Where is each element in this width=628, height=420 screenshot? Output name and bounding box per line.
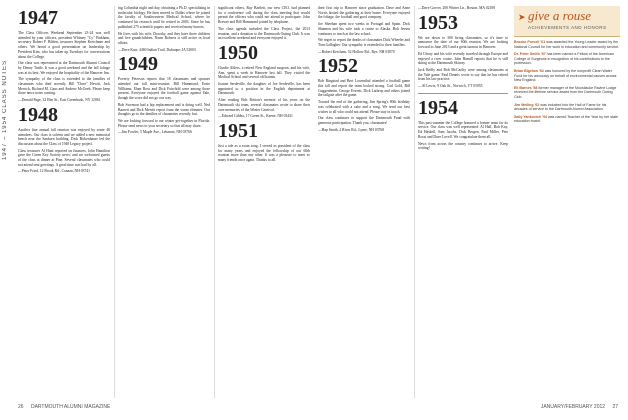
spine (0, 0, 14, 420)
footer-right (418, 404, 618, 416)
note-paragraph: Bob Swenson had a hip replacement and is doing well. Ned Barnett and Dick Merritt report from the warm climates. Our thoughts go to the families of classmates recently lost. (118, 102, 210, 117)
honor-item (514, 52, 620, 66)
note-signature: —Dave Kurr, 4460 Indian Trail, Dubuque, IA 52003 (118, 47, 196, 52)
note-paragraph: We are looking forward to our winter get-together in Florida. Please send news to your secretary so that all may share. (118, 118, 210, 128)
note-paragraph: Jack Reilly and Bob McCarthy were among classmates at the Yale game. Paul Dennis wrote to say that he has retired from his law practice. (418, 67, 508, 82)
honoree-name: Brian Bigelow '92 (514, 68, 544, 73)
year-heading: 1951 (218, 119, 258, 142)
note-signature: —Dave Grover, 200 Winter Ln., Boston, MA 02108 (418, 6, 495, 10)
note-paragraph: News from across the country continues to arrive. Keep writing! (418, 141, 508, 151)
honor-text: was named Teacher of the Year by her state education board. (514, 114, 619, 124)
column-5 (418, 6, 508, 398)
sidebar-subtitle: ACHIEVEMENTS AND HONORS (528, 25, 607, 30)
year-heading: 1954 (418, 96, 458, 119)
sidebar-title: give a rouse (528, 8, 592, 23)
honoree-name: Dr. Peter Smith '87 (514, 52, 546, 57)
note-paragraph: Our class continues to support the Dartmouth Fund with generous participation. Thank you, classmates! (318, 116, 410, 125)
note-paragraph: We are down to 300 living classmates, so it's time to announce the date of our 60th reunion. We are looking forward to June 2013 and a great turnout in Hanover. (418, 35, 508, 50)
note-signature: —Al Lewis, 9 Oak St., Norwich, VT 05055 (418, 84, 483, 89)
year-heading: 1950 (218, 41, 258, 64)
give-a-rouse-header (514, 6, 620, 37)
year-heading: 1952 (318, 55, 358, 78)
honor-item (514, 86, 620, 100)
note-paragraph: significant others, Ray Bartlett, our new CEO, had planned for a conference call during the class meeting that would permit the officers who could not attend to participate. John Brewer and Bill Hammond joined by telephone. (218, 6, 310, 25)
page-number: 26 (18, 404, 24, 410)
note-paragraph: Our class was represented at the Dartmouth Alumni Council by Denny Tuttle. It was a good weekend and the fall foliage was at its best. We enjoyed the hospitality of the Hanover Inn. (18, 61, 110, 75)
note-paragraph: Toward the end of the gathering, Jim Spring's 80th birthday was celebrated with a cake and a song. We send our best wishes to all who could not attend. Please stay in touch. (318, 100, 410, 114)
note-paragraph: their first trip to Hanover since graduation. Dave and Anne Norris hosted the gathering at their home. Everyone enjoyed the foliage, the football and good company. (318, 6, 410, 20)
honor-text: has been named a Fellow of the American College of Surgeons in recognition of his contributions to the profession. (514, 52, 614, 66)
note-signature: —Peter Fried, 12 Brook Rd., Canaan, NH 03741 (18, 169, 90, 174)
column-2 (118, 6, 210, 398)
footer-left (18, 404, 318, 416)
note-paragraph: Poverty Peterson reports that 18 classmates and spouses attended our fall mini-reunion. Bill Hammond, Ernie Williams, Eben Ross and Dick Fairchild were among those present. Everyone enjoyed the football game against Yale, though the score did not go our way. (118, 77, 210, 101)
honor-text: was awarded the Young Leader award by the National Council for her work in education and community service. (514, 40, 620, 49)
note-paragraph: Just a tale as a swan song. I served as president of the class for many years and enjoyed the fellowship of our 60th reunion more than any other. It was a pleasure to meet so many friends once again. Thanks to all. (218, 143, 310, 163)
note-signature: —Jim Fowler, 5 Maple Ave., Lebanon, NH 03766 (118, 130, 192, 135)
section-rule (418, 93, 508, 94)
column-1 (18, 6, 110, 398)
honor-text: was inducted into the Hall of Fame for his decades of service to the Dartmouth Alumni Association. (514, 102, 607, 112)
note-paragraph: Charlie Ahlers, a retired New England surgeon, and his wife, Ann, spent a week in Hanover last fall. They visited the Medical School and several old haunts. (218, 65, 310, 80)
note-paragraph: Another fine annual fall reunion was enjoyed by some 40 attendees. Our class is solvent and we added a new memorial bench near the Sanborn building. Dick Birkenhauer led the discussion about the Class of 1948 Legacy project. (18, 127, 110, 146)
honor-item (514, 115, 620, 124)
page-number: 27 (612, 404, 618, 410)
note-paragraph: He lives with his wife, Dorothy, and they have three children and five grandchildren. Norm Roberts is still active in local affairs. (118, 31, 210, 45)
honor-item (514, 69, 620, 83)
honor-text: was honored by the nonprofit Clean Water Fund for his advocacy on behalf of environmental causes across New England. (514, 68, 617, 83)
note-paragraph: ing Columbia night and day, obtaining a Ph.D. specializing in molecular biology. He then moved to Dallas where he joined the faculty of Southwestern Medical School, where he continued his research until he retired in 2003. Since he has published 275 scientific papers and received many honors. (118, 6, 210, 29)
note-signature: —Hap Smith, 2 River Rd., Lyme, NH 03768 (318, 127, 385, 132)
note-paragraph: This past summer the College honored a former team for its service. Our class was well represented: Al Hall, Bob Kay, Ed Haskell, Sam Jacobs, Dick Bergen, Paul Miller, Pete Rossi and Dave Lovell. We congratulate them all. (418, 120, 508, 139)
spine-label: 1947 – 1954 CLASS NOTES (2, 60, 8, 161)
year-heading: 1953 (418, 11, 458, 34)
note-paragraph: Ed Cleary and his wife recently traveled through Europe and enjoyed a river cruise. John Hamill reports that he is still skiing at the Dartmouth Skiway. (418, 51, 508, 66)
year-heading: 1947 (18, 7, 58, 29)
honoree-name: Jim Melling '62 (514, 102, 540, 107)
note-signature: —Donald Page, 32 Elm St., East Greenbush, NY 12061 (18, 98, 101, 103)
honoree-name: Brooke Purcell '01 (514, 40, 546, 44)
note-paragraph: Bob Ringstad and Bert Lowenthal attended a football game this fall and report the team looked strong. Carl Gold, Bill Guggenheim, George Everett, Dick Lathrop and others joined the tailgate after the game. (318, 79, 410, 98)
give-a-rouse-body (514, 40, 620, 380)
honor-item (514, 103, 620, 112)
arrow-icon: ➤ (518, 12, 526, 22)
note-paragraph: The sympathy of the class is extended to the families of classmates who died recently. Bill "Dave" Hewitt, Jack Merrick, Richard M. Gaus and Andrew McGeeh. Please keep those news notes coming. (18, 77, 110, 96)
column-4 (318, 6, 410, 398)
honoree-name: Eli Barnes '58 (514, 85, 538, 90)
honor-text: former manager of the Moosilauke Ravine Lodge received the lifetime service award from the Dartmouth Outing Club. (514, 85, 617, 99)
note-paragraph: The class agenda included the Class Project, the 2013 reunion, and a donation to the Dartmouth Outing Club. It was an excellent weekend and everyone enjoyed it. (218, 26, 310, 41)
honoree-name: Sally Yankovich '94 (514, 114, 547, 119)
note-paragraph: Joe Sheehan spent two weeks in Portugal and Spain. Dick Shannon and his wife took a cruise to Alaska. Bob Jessen continues to teach at the law school. (318, 22, 410, 36)
note-paragraph: The Class Officers Weekend September 23-24 was well attended by your officers, president Whitney "Cy" Pinkham, secretary Robert F. Bilden, treasurer Stephen Kretchmer and others. We heard a good presentation on leadership by President Kim, who has taken up Tuesdays for conversations about the College. (18, 31, 110, 59)
issue-date: JANUARY/FEBRUARY 2012 (540, 404, 606, 410)
column-divider (214, 6, 215, 398)
magazine-name: DARTMOUTH ALUMNI MAGAZINE (30, 404, 111, 410)
column-divider (114, 6, 115, 398)
note-paragraph: Joanne Serdeville, the daughter of Joe Serdeville, has been appointed to a position in the English department at Dartmouth. (218, 82, 310, 96)
note-paragraph: We regret to report the deaths of classmates Dick Wheeler and Tom Gallagher. Our sympathy is extended to their families. (318, 38, 410, 47)
note-paragraph: Class treasurer Al Hunt reported on finances; John Hamilton gave the Green Key Society news; and we welcomed guests of the class at dinner at Pine. Several classmates who could not attend sent greetings. A good time was had by all. (18, 148, 110, 167)
year-heading: 1949 (118, 53, 158, 76)
give-a-rouse-sidebar (514, 6, 620, 386)
year-heading: 1948 (18, 103, 58, 126)
column-divider (414, 6, 415, 398)
note-paragraph: After reading Bob Britton's memoir of his years on the Dartmouth ski team, several classmates wrote to share their own memories of the Winter Carnival. (218, 98, 310, 112)
column-3 (218, 6, 310, 398)
note-signature: —Edward Gildea, 17 Green St., Keene, NH 03431 (218, 114, 293, 119)
honor-item (514, 40, 620, 49)
note-signature: —Robert Ketcham, 52 Hollow Rd., Rye, NH 03870 (318, 49, 395, 54)
